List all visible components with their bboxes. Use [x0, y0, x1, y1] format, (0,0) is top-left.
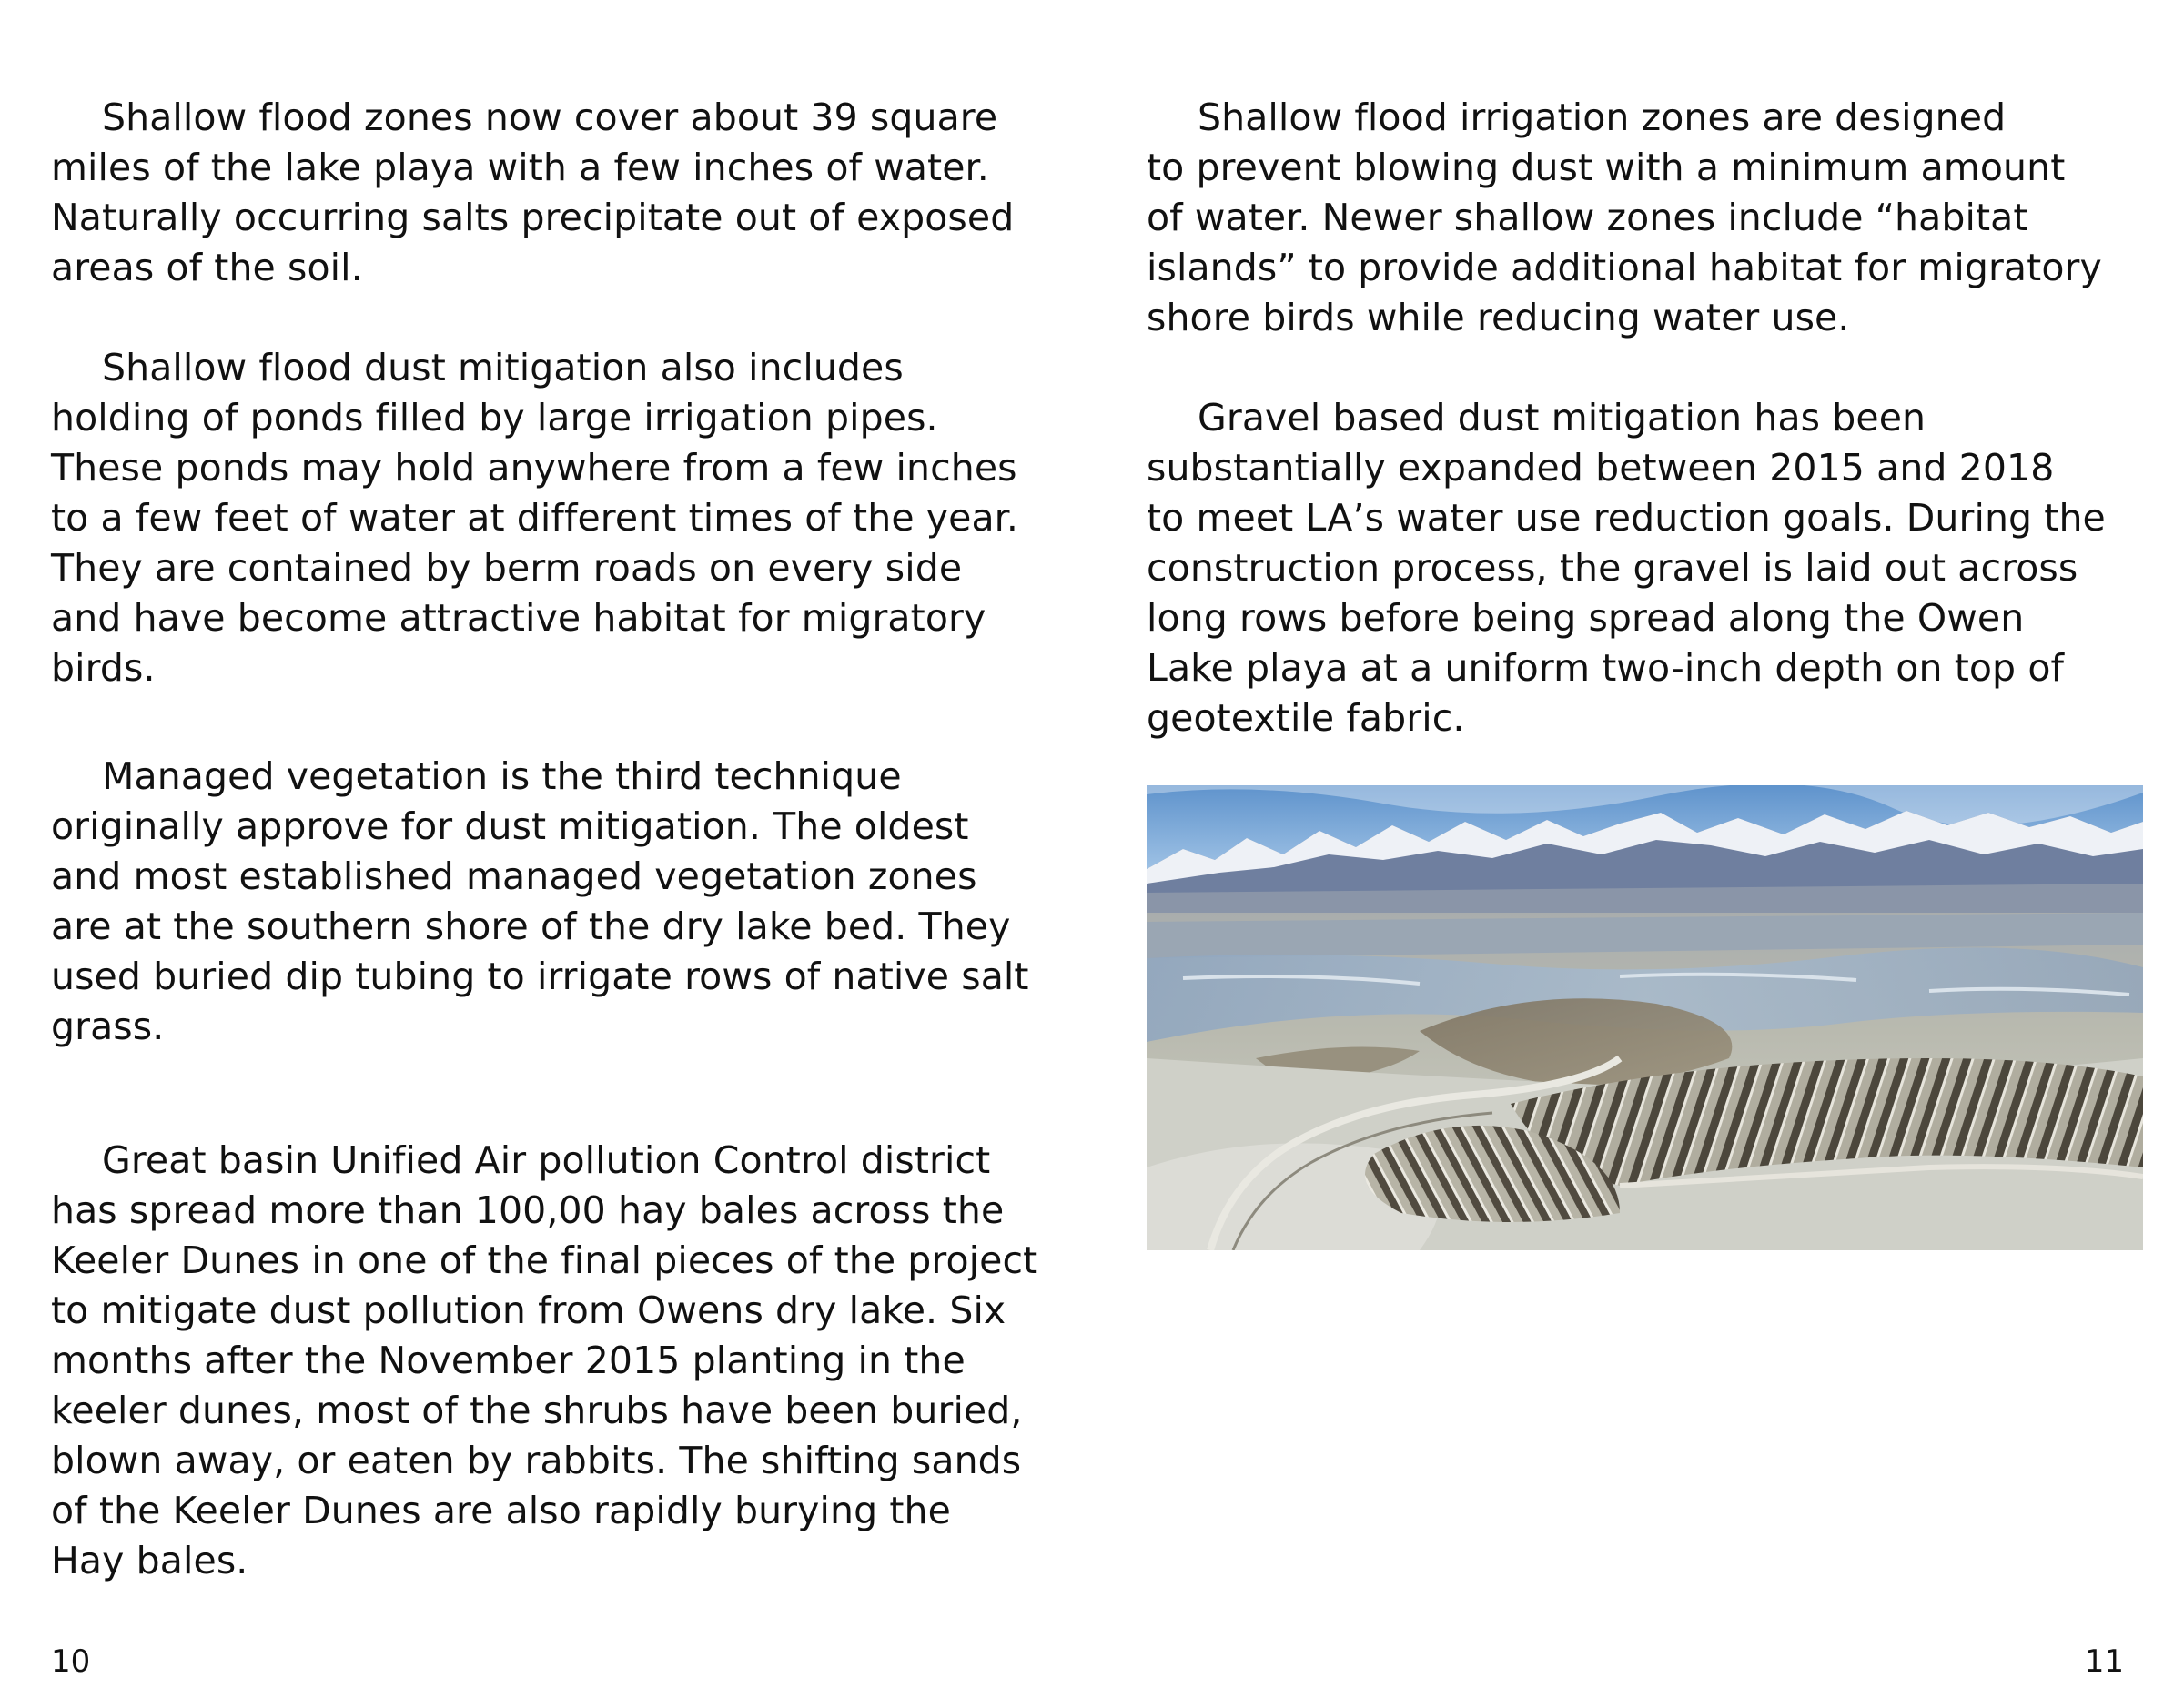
- owens-lake-gravel-photo: [1147, 785, 2143, 1250]
- paragraph-irrigation-zones: Shallow flood irrigation zones are designed to prevent blowing dust with a minimum amount of water. Newer shallow zones include “habitat islands” to provide additional habitat for migratory shore birds while reducing water use.: [1147, 96, 2102, 339]
- right-page: [1092, 0, 2184, 1688]
- paragraph-shallow-flood-ponds: Shallow flood dust mitigation also includes holding of ponds filled by large irrigation pipes. These ponds may hold anywhere from a few inches to a few feet of water at different times of the year. They are contained by berm roads on every side and have become attractive habitat for migratory birds.: [51, 346, 1019, 690]
- paragraph-hay-bales: Great basin Unified Air pollution Control district has spread more than 100,00 hay bales across the Keeler Dunes in one of the final pieces of the project to mitigate dust pollution from Owens dry lake. Six months after the November 2015 planting in the keeler dunes, most of the shrubs have been buried, blown away, or eaten by rabbits. The shifting sands of the Keeler Dunes are also rapidly burying the Hay bales.: [51, 1138, 1038, 1582]
- paragraph-managed-vegetation: Managed vegetation is the third technique originally approve for dust mitigation. The oldest and most established managed vegetation zones are at the southern shore of the dry lake bed. They used buried dip tubing to irrigate rows of native salt grass.: [51, 754, 1029, 1048]
- left-text-column: [51, 93, 1061, 1586]
- paragraph-gravel-mitigation: Gravel based dust mitigation has been substantially expanded between 2015 and 2018 to meet LA’s water use reduction goals. During the construction process, the gravel is laid out across long rows before being spread along the Owen Lake playa at a uniform two-inch depth on top of geotextile fabric.: [1147, 396, 2106, 740]
- right-text-column: [1147, 93, 2157, 743]
- page-number-right: 11: [2084, 1643, 2124, 1680]
- paragraph-shallow-flood-zones: Shallow flood zones now cover about 39 square miles of the lake playa with a few inches of water. Naturally occurring salts precipitate out of exposed areas of the soil.: [51, 96, 1015, 289]
- page-number-left: 10: [51, 1643, 91, 1680]
